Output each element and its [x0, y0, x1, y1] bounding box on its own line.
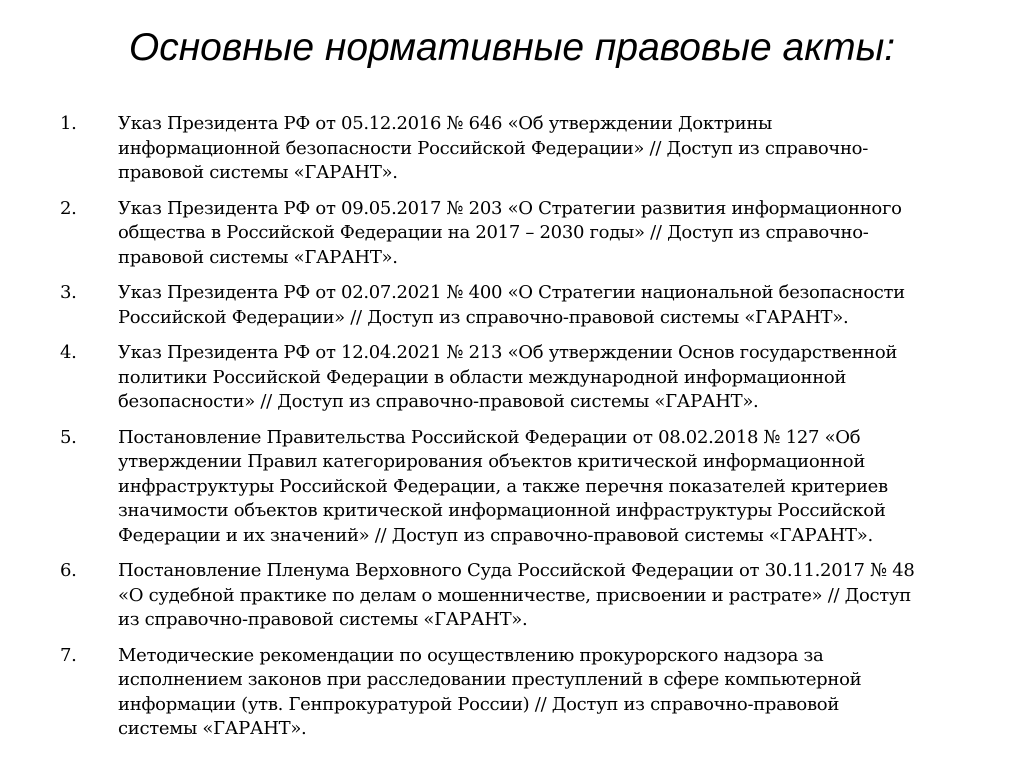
list-item-text: Постановление Правительства Российской Федерации от 08.02.2018 № 127 «Об утверждении Правил категорирования объектов критической информационной инфраструктуры Российской Федерации, а также перечня показателей критериев значимости объектов критической информационной инфраструктуры Российской Федерации и их значений» // Доступ из справочно-правовой системы «ГАРАНТ». — [118, 426, 888, 546]
list-item — [60, 112, 960, 186]
list-item-number: 4. — [60, 342, 77, 363]
list-item-number: 7. — [60, 644, 77, 666]
list-item-number: 6. — [60, 560, 77, 581]
list-item-text: Указ Президента РФ от 05.12.2016 № 646 «Об утверждении Доктрины информационной безопасности Российской Федерации» // Доступ из справочно- правовой системы «ГАРАНТ». — [118, 113, 868, 183]
slide-title: Основные нормативные правовые акты: — [128, 26, 896, 69]
list-item-text: Постановление Пленума Верховного Суда Российской Федерации от 30.11.2017 № 48 «О судебной практике по делам о мошенничестве, присвоении и растрате» // Доступ из справочно-правовой системы «ГАРАНТ». — [118, 560, 915, 630]
list-item-number: 1. — [60, 113, 77, 134]
list-item — [60, 281, 960, 330]
list-item-number: 3. — [60, 282, 77, 303]
list-item — [60, 644, 960, 742]
list-item-text: Указ Президента РФ от 09.05.2017 № 203 «О Стратегии развития информационного общества в Российской Федерации на 2017 – 2030 годы» // Доступ из справочно- правовой системы «ГАРАНТ». — [118, 197, 902, 268]
list-item-text: Указ Президента РФ от 12.04.2021 № 213 «Об утверждении Основ государственной политики Российской Федерации в области международной информационной безопасности» // Доступ из справочно-правовой системы «ГАРАНТ». — [118, 342, 898, 412]
list-item — [60, 426, 960, 549]
legal-acts-list — [60, 112, 960, 753]
list-item-text: Указ Президента РФ от 02.07.2021 № 400 «О Стратегии национальной безопасности Российской Федерации» // Доступ из справочно-правовой системы «ГАРАНТ». — [118, 282, 905, 328]
list-item — [60, 341, 960, 415]
list-item-number: 2. — [60, 197, 77, 219]
list-item — [60, 559, 960, 633]
list-item — [60, 197, 960, 271]
list-item-number: 5. — [60, 426, 77, 448]
list-item-text: Методические рекомендации по осуществлению прокурорского надзора за исполнением законов при расследовании преступлений в сфере компьютерной информации (утв. Генпрокуратурой России) // Доступ из справочно-правовой системы «ГАРАНТ». — [118, 644, 862, 739]
